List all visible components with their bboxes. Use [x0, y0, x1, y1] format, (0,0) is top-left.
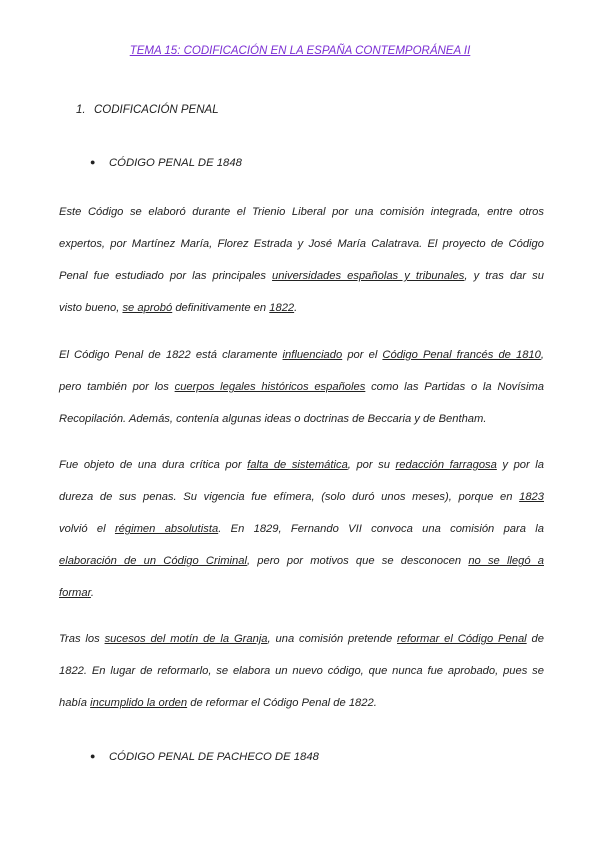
paragraph-1 [59, 196, 544, 324]
bullet-dot-icon: ● [90, 751, 96, 761]
paragraph-line: dureza de sus penas. Su vigencia fue efímera, (solo duró unos meses), porque en 1823 [59, 491, 544, 504]
section-heading [76, 104, 219, 116]
document-title[interactable]: TEMA 15: CODIFICACIÓN EN LA ESPAÑA CONTEMPORÁNEA II [129, 45, 471, 57]
paragraph-4 [59, 623, 544, 719]
paragraph-line: Recopilación. Además, contenía algunas ideas o doctrinas de Beccaria y de Bentham. [59, 413, 487, 426]
section-number: 1. [76, 104, 86, 116]
paragraph-line: El Código Penal de 1822 está claramente influenciado por el Código Penal francés de 1810, [59, 349, 544, 361]
paragraph-line: visto bueno, se aprobó definitivamente en 1822. [59, 302, 298, 315]
paragraph-line: Fue objeto de una dura crítica por falta de sistemática, por su redacción farragosa y por la [59, 459, 545, 471]
paragraph-line: Penal fue estudiado por las principales universidades españolas y tribunales, y tras dar su [59, 270, 544, 283]
paragraph-line: expertos, por Martínez María, Florez Estrada y José María Calatrava. El proyecto de Código [59, 238, 544, 251]
paragraph-line: 1822. En lugar de reformarlo, se elabora un nuevo código, que nunca fue aprobado, pues se [59, 665, 544, 678]
bullet-label: CÓDIGO PENAL DE 1848 [109, 157, 242, 169]
bullet-dot-icon: ● [90, 157, 96, 167]
bullet-item-codigo-1848 [90, 157, 242, 169]
paragraph-line: había incumplido la orden de reformar el Código Penal de 1822. [59, 697, 377, 710]
section-label: CODIFICACIÓN PENAL [94, 104, 219, 116]
paragraph-line: volvió el régimen absolutista. En 1829, Fernando VII convoca una comisión para la [59, 523, 544, 536]
paragraph-line: formar. [59, 587, 95, 600]
bullet-item-codigo-pacheco [90, 751, 319, 763]
paragraph-line: Este Código se elaboró durante el Trienio Liberal por una comisión integrada, entre otros [59, 206, 544, 218]
bullet-label: CÓDIGO PENAL DE PACHECO DE 1848 [109, 751, 319, 763]
paragraph-line: Tras los sucesos del motín de la Granja, una comisión pretende reformar el Código Penal de [59, 633, 544, 645]
paragraph-2 [59, 339, 544, 435]
paragraph-line: elaboración de un Código Criminal, pero por motivos que se desconocen no se llegó a [59, 555, 544, 568]
paragraph-line: pero también por los cuerpos legales históricos españoles como las Partidas o la Novísima [59, 381, 544, 394]
paragraph-3 [59, 449, 544, 609]
